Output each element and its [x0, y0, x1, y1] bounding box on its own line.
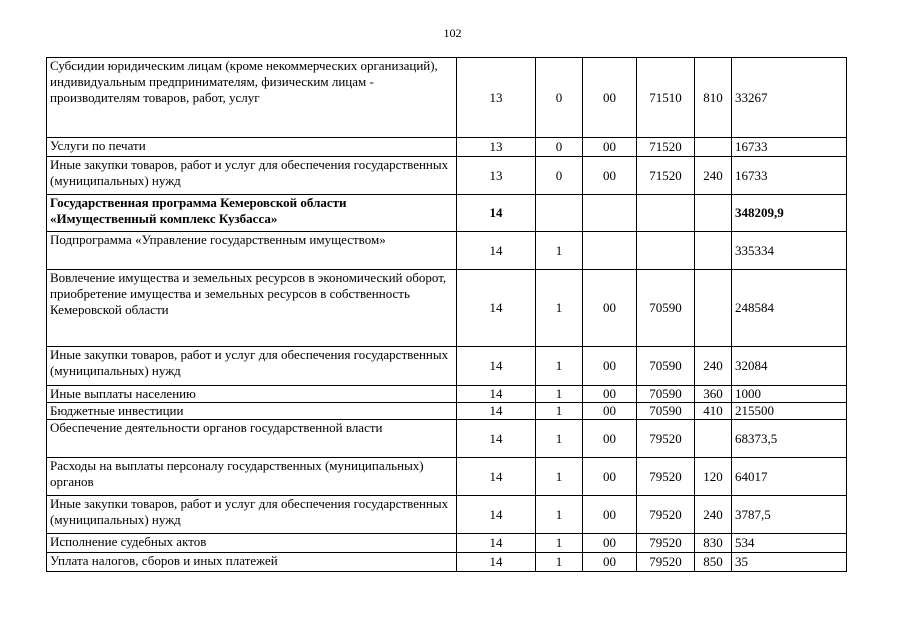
- row-name-cell: Вовлечение имущества и земельных ресурсов в экономический оборот, приобретение имущества и земельных ресурсов в собственность Кемеровской области: [47, 270, 457, 347]
- row-code-cell: 410: [695, 403, 732, 420]
- row-code-cell: 00: [583, 386, 637, 403]
- row-code-cell: 79520: [637, 553, 695, 572]
- row-code-cell: 240: [695, 347, 732, 386]
- row-code-cell: 1: [536, 534, 583, 553]
- row-code-cell: 79520: [637, 496, 695, 534]
- row-name-cell: Иные закупки товаров, работ и услуг для обеспечения государственных (муниципальных) нужд: [47, 496, 457, 534]
- page-number: 102: [443, 26, 462, 40]
- table-row: [47, 458, 847, 496]
- row-name-cell: Иные выплаты населению: [47, 386, 457, 403]
- row-code-cell: 240: [695, 157, 732, 195]
- row-code-cell: 00: [583, 58, 637, 138]
- row-sum-cell: 32084: [732, 347, 847, 386]
- row-code-cell: 14: [457, 420, 536, 458]
- row-code-cell: 14: [457, 403, 536, 420]
- table-row: [47, 553, 847, 572]
- row-code-cell: 70590: [637, 386, 695, 403]
- row-code-cell: [695, 270, 732, 347]
- table-row: [47, 403, 847, 420]
- table-row: [47, 386, 847, 403]
- row-name-cell: Исполнение судебных актов: [47, 534, 457, 553]
- table-row: [47, 58, 847, 138]
- row-code-cell: 1: [536, 347, 583, 386]
- row-code-cell: 850: [695, 553, 732, 572]
- row-code-cell: 0: [536, 58, 583, 138]
- table-row: [47, 157, 847, 195]
- row-code-cell: 13: [457, 157, 536, 195]
- row-code-cell: 79520: [637, 420, 695, 458]
- row-name-cell: Бюджетные инвестиции: [47, 403, 457, 420]
- row-sum-cell: 348209,9: [732, 195, 847, 232]
- row-name-cell: Иные закупки товаров, работ и услуг для обеспечения государственных (муниципальных) нужд: [47, 347, 457, 386]
- row-code-cell: 79520: [637, 458, 695, 496]
- row-code-cell: [637, 195, 695, 232]
- row-name-cell: Услуги по печати: [47, 138, 457, 157]
- table-row: [47, 420, 847, 458]
- table-row: [47, 534, 847, 553]
- row-code-cell: 120: [695, 458, 732, 496]
- row-code-cell: 14: [457, 553, 536, 572]
- row-sum-cell: 35: [732, 553, 847, 572]
- row-code-cell: 1: [536, 232, 583, 270]
- row-code-cell: [695, 138, 732, 157]
- table-row: [47, 270, 847, 347]
- budget-table: [46, 57, 847, 572]
- row-code-cell: 70590: [637, 270, 695, 347]
- row-name-cell: Субсидии юридическим лицам (кроме некоммерческих организаций), индивидуальным предпринимателям, физическим лицам - производителям товаров, работ, услуг: [47, 58, 457, 138]
- row-code-cell: 1: [536, 553, 583, 572]
- row-code-cell: 70590: [637, 403, 695, 420]
- row-sum-cell: 1000: [732, 386, 847, 403]
- row-code-cell: 14: [457, 496, 536, 534]
- row-code-cell: 00: [583, 157, 637, 195]
- row-code-cell: 0: [536, 157, 583, 195]
- row-code-cell: 00: [583, 496, 637, 534]
- row-code-cell: 14: [457, 270, 536, 347]
- table-row: [47, 347, 847, 386]
- table-row: [47, 496, 847, 534]
- row-code-cell: 360: [695, 386, 732, 403]
- row-code-cell: 14: [457, 195, 536, 232]
- row-sum-cell: 248584: [732, 270, 847, 347]
- row-code-cell: 1: [536, 496, 583, 534]
- row-code-cell: 1: [536, 403, 583, 420]
- row-sum-cell: 215500: [732, 403, 847, 420]
- row-code-cell: 71520: [637, 138, 695, 157]
- row-code-cell: 00: [583, 270, 637, 347]
- row-code-cell: 70590: [637, 347, 695, 386]
- row-code-cell: 1: [536, 420, 583, 458]
- row-code-cell: [695, 195, 732, 232]
- row-sum-cell: 3787,5: [732, 496, 847, 534]
- row-code-cell: [695, 420, 732, 458]
- row-code-cell: 14: [457, 232, 536, 270]
- row-sum-cell: 64017: [732, 458, 847, 496]
- row-code-cell: [583, 232, 637, 270]
- row-code-cell: 00: [583, 553, 637, 572]
- row-code-cell: 13: [457, 138, 536, 157]
- table-row: [47, 195, 847, 232]
- row-code-cell: 830: [695, 534, 732, 553]
- row-code-cell: 14: [457, 534, 536, 553]
- row-code-cell: 14: [457, 458, 536, 496]
- row-code-cell: [637, 232, 695, 270]
- row-code-cell: 79520: [637, 534, 695, 553]
- table-row: [47, 138, 847, 157]
- row-code-cell: 240: [695, 496, 732, 534]
- row-code-cell: 0: [536, 138, 583, 157]
- row-code-cell: 71520: [637, 157, 695, 195]
- row-code-cell: 71510: [637, 58, 695, 138]
- row-code-cell: [536, 195, 583, 232]
- row-sum-cell: 534: [732, 534, 847, 553]
- row-code-cell: 13: [457, 58, 536, 138]
- row-code-cell: 00: [583, 420, 637, 458]
- row-code-cell: 00: [583, 403, 637, 420]
- row-name-cell: Подпрограмма «Управление государственным имуществом»: [47, 232, 457, 270]
- table-row: [47, 232, 847, 270]
- row-code-cell: 1: [536, 270, 583, 347]
- row-sum-cell: 33267: [732, 58, 847, 138]
- row-name-cell: Государственная программа Кемеровской области «Имущественный комплекс Кузбасса»: [47, 195, 457, 232]
- row-code-cell: 00: [583, 138, 637, 157]
- row-code-cell: [695, 232, 732, 270]
- row-code-cell: [583, 195, 637, 232]
- row-name-cell: Иные закупки товаров, работ и услуг для обеспечения государственных (муниципальных) нужд: [47, 157, 457, 195]
- row-sum-cell: 16733: [732, 157, 847, 195]
- row-code-cell: 1: [536, 458, 583, 496]
- row-name-cell: Расходы на выплаты персоналу государственных (муниципальных) органов: [47, 458, 457, 496]
- row-name-cell: Уплата налогов, сборов и иных платежей: [47, 553, 457, 572]
- row-name-cell: Обеспечение деятельности органов государственной власти: [47, 420, 457, 458]
- row-code-cell: 00: [583, 534, 637, 553]
- row-code-cell: 00: [583, 347, 637, 386]
- row-code-cell: 14: [457, 386, 536, 403]
- row-sum-cell: 16733: [732, 138, 847, 157]
- row-code-cell: 14: [457, 347, 536, 386]
- row-code-cell: 810: [695, 58, 732, 138]
- row-code-cell: 00: [583, 458, 637, 496]
- row-code-cell: 1: [536, 386, 583, 403]
- row-sum-cell: 335334: [732, 232, 847, 270]
- row-sum-cell: 68373,5: [732, 420, 847, 458]
